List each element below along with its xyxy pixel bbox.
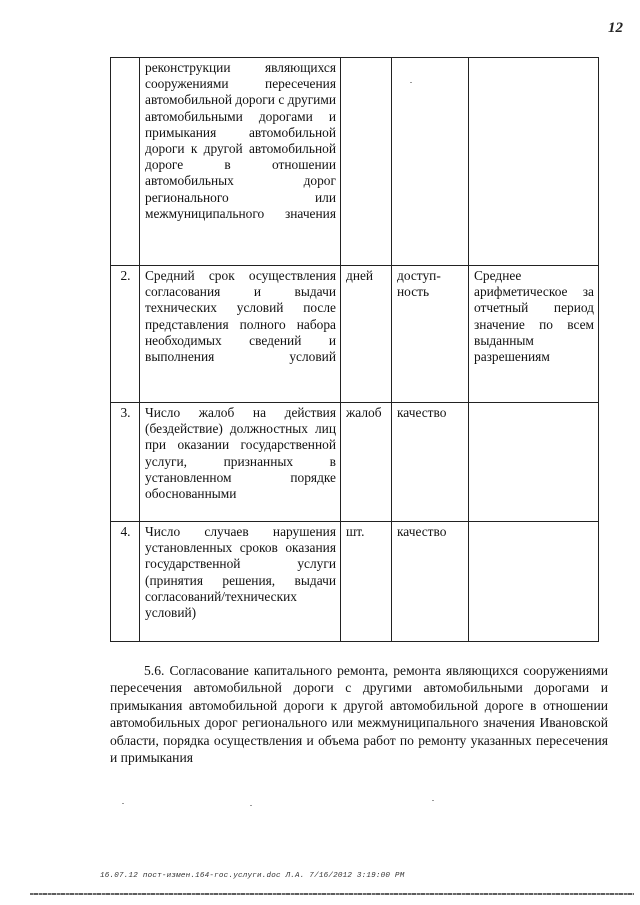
table-row bbox=[111, 522, 599, 642]
scan-speck bbox=[250, 805, 252, 806]
indicator-unit: дней bbox=[341, 266, 392, 403]
scan-speck bbox=[410, 82, 412, 83]
scan-edge-line bbox=[30, 893, 634, 895]
indicator-name: Число жалоб на действия (бездействие) должностных лиц при оказании государственной услуги, признанных в установленном порядке обоснованными bbox=[140, 403, 341, 522]
indicator-type: качество bbox=[392, 403, 469, 522]
indicators-table bbox=[110, 57, 599, 642]
row-number bbox=[111, 58, 140, 266]
indicator-name: реконструкции являющихся сооружениями пересечения автомобильной дороги с другими автомобильными дорогами и примыкания автомобильной дороги к другой автомобильной дороге в отношении автомобильных дорог регионального или межмуниципального значения bbox=[140, 58, 341, 266]
row-number: 2. bbox=[111, 266, 140, 403]
indicator-note: Среднее арифметическое за отчетный период значение по всем выданным разрешениям bbox=[469, 266, 599, 403]
section-paragraph: 5.6. Согласование капитального ремонта, ремонта являющихся сооружениями пересечения автомобильной дороги с другими автомобильными дорогами и примыкания автомобильной дороги к другой автомобильной дороге в отношении автомобильных дорог регионального или межмуниципального значения Ивановской области, порядка осуществления и объема работ по ремонту указанных пересечения и примыкания bbox=[110, 663, 608, 766]
table-row bbox=[111, 266, 599, 403]
indicator-note bbox=[469, 522, 599, 642]
indicator-note bbox=[469, 403, 599, 522]
indicator-name: Число случаев нарушения установленных сроков оказания государственной услуги (принятия решения, выдачи согласований/технических условий) bbox=[140, 522, 341, 642]
scan-speck bbox=[122, 803, 124, 804]
indicator-unit bbox=[341, 58, 392, 266]
indicator-name: Средний срок осуществления согласования и выдачи технических условий после представления полного набора необходимых сведений и выполнения условий bbox=[140, 266, 341, 403]
footer-file-info: 16.07.12 пост-измен.164-гос.услуги.doc Л.А. 7/16/2012 3:19:00 PM bbox=[100, 872, 405, 880]
table-row bbox=[111, 58, 599, 266]
indicator-type: качество bbox=[392, 522, 469, 642]
indicator-unit: жалоб bbox=[341, 403, 392, 522]
indicator-type: доступ-ность bbox=[392, 266, 469, 403]
indicator-unit: шт. bbox=[341, 522, 392, 642]
page-number: 12 bbox=[608, 20, 623, 36]
row-number: 4. bbox=[111, 522, 140, 642]
scan-speck bbox=[432, 800, 434, 801]
indicator-note bbox=[469, 58, 599, 266]
row-number: 3. bbox=[111, 403, 140, 522]
table-row bbox=[111, 403, 599, 522]
indicator-type bbox=[392, 58, 469, 266]
